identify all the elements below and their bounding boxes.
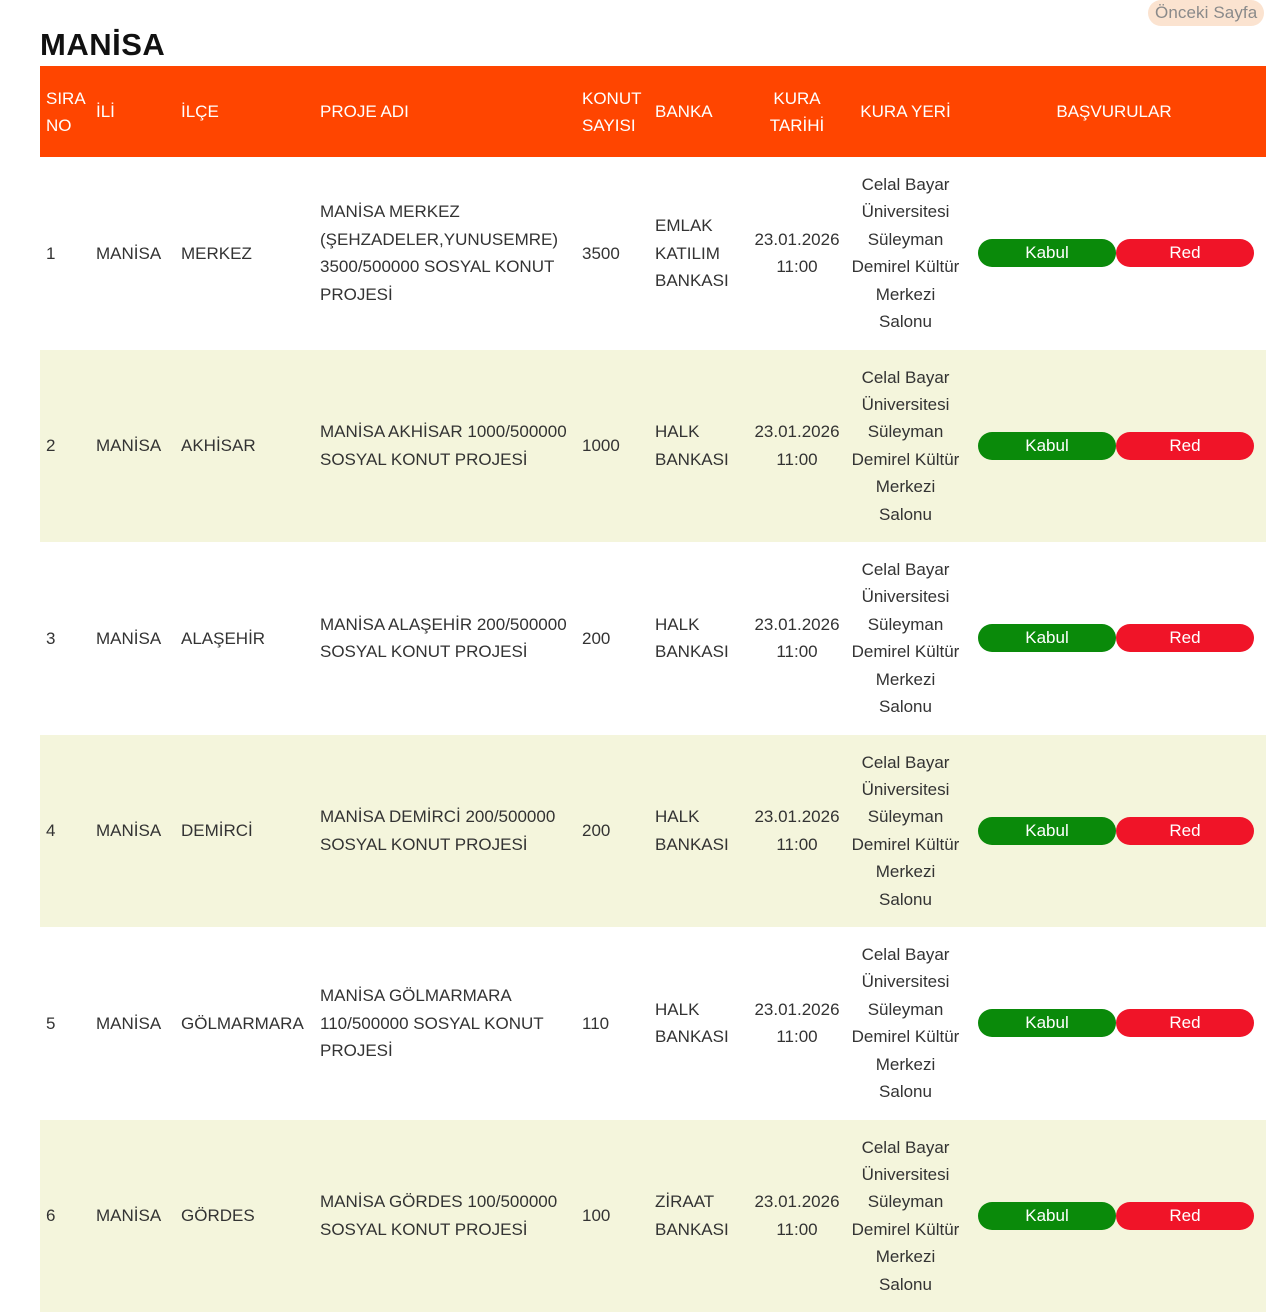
cell-kura-yeri: Celal Bayar Üniversitesi Süleyman Demirel Kültür Merkezi Salonu [851,560,960,717]
cell-banka: EMLAK KATILIM BANKASI [655,216,729,290]
cell-proje: MANİSA ALAŞEHİR 200/500000 SOSYAL KONUT PROJESİ [320,614,567,662]
cell-kura-yeri: Celal Bayar Üniversitesi Süleyman Demirel Kültür Merkezi Salonu [851,752,960,909]
cell-banka: HALK BANKASI [655,614,729,662]
kabul-button[interactable]: Kabul [978,1009,1116,1037]
cell-banka: HALK BANKASI [655,999,729,1047]
cell-ilce: AKHİSAR [181,436,256,455]
cell-konut: 200 [582,628,611,648]
red-button[interactable]: Red [1116,1009,1254,1037]
cell-il: MANİSA [96,1206,162,1225]
table-row [40,542,1266,735]
header-basvurular: BAŞVURULAR [1056,102,1172,121]
cell-proje: MANİSA GÖLMARMARA 110/500000 SOSYAL KONUT PROJESİ [320,986,544,1060]
cell-proje: MANİSA AKHİSAR 1000/500000 SOSYAL KONUT PROJESİ [320,422,567,469]
cell-tarih: 23.01.2026 11:00 [754,1192,840,1239]
header-konut-sayisi: KONUT SAYISI [582,88,642,135]
lottery-table [40,66,1266,1312]
cell-tarih: 23.01.2026 11:00 [754,229,840,277]
cell-ilce: MERKEZ [181,243,252,263]
page-title: MANİSA [40,27,166,62]
cell-basvurular [962,350,1266,543]
header-ilce: İLÇE [181,102,219,121]
kabul-button[interactable]: Kabul [978,432,1116,460]
cell-kura-yeri: Celal Bayar Üniversitesi Süleyman Demirel Kültür Merkezi Salonu [851,175,960,332]
cell-sira: 3 [46,628,56,648]
cell-sira: 2 [46,436,56,455]
red-button[interactable]: Red [1116,239,1254,267]
header-kura-tarihi: KURA TARİHİ [769,88,825,135]
kabul-button[interactable]: Kabul [978,1202,1116,1230]
cell-tarih: 23.01.2026 11:00 [754,614,840,662]
cell-tarih: 23.01.2026 11:00 [754,999,840,1047]
header-proje-adi: PROJE ADI [320,102,409,121]
cell-sira: 5 [46,1013,56,1033]
red-button[interactable]: Red [1116,624,1254,652]
table-header [40,66,1266,157]
cell-kura-yeri: Celal Bayar Üniversitesi Süleyman Demirel Kültür Merkezi Salonu [851,1137,960,1294]
table-row [40,157,1266,350]
table-row [40,350,1266,543]
cell-ilce: GÖLMARMARA [181,1013,304,1033]
cell-il: MANİSA [96,1013,162,1033]
cell-tarih: 23.01.2026 11:00 [754,807,840,854]
cell-proje: MANİSA GÖRDES 100/500000 SOSYAL KONUT PROJESİ [320,1192,558,1239]
cell-sira: 1 [46,243,56,263]
kabul-button[interactable]: Kabul [978,624,1116,652]
cell-basvurular [962,542,1266,735]
cell-basvurular [962,735,1266,928]
header-ili: İLİ [96,102,115,121]
cell-konut: 100 [582,1206,611,1225]
cell-banka: ZİRAAT BANKASI [655,1192,729,1239]
cell-banka: HALK BANKASI [655,422,729,469]
kabul-button[interactable]: Kabul [978,817,1116,845]
header-kura-yeri: KURA YERİ [860,102,951,121]
red-button[interactable]: Red [1116,1202,1254,1230]
cell-il: MANİSA [96,436,162,455]
cell-konut: 1000 [582,436,620,455]
table-body [40,157,1266,1312]
cell-konut: 110 [582,1013,610,1033]
red-button[interactable]: Red [1116,432,1254,460]
cell-kura-yeri: Celal Bayar Üniversitesi Süleyman Demirel Kültür Merkezi Salonu [851,945,960,1102]
cell-proje: MANİSA DEMİRCİ 200/500000 SOSYAL KONUT PROJESİ [320,807,556,854]
cell-ilce: ALAŞEHİR [181,628,266,648]
cell-konut: 3500 [582,243,620,263]
table-row [40,927,1266,1120]
table-row [40,1120,1266,1312]
cell-sira: 6 [46,1206,56,1225]
cell-il: MANİSA [96,243,162,263]
cell-tarih: 23.01.2026 11:00 [754,422,840,469]
cell-il: MANİSA [96,821,162,840]
cell-kura-yeri: Celal Bayar Üniversitesi Süleyman Demirel Kültür Merkezi Salonu [851,367,960,524]
cell-banka: HALK BANKASI [655,807,729,854]
previous-page-button[interactable]: Önceki Sayfa [1148,0,1264,26]
cell-konut: 200 [582,821,611,840]
header-banka: BANKA [655,102,713,121]
cell-basvurular [962,157,1266,350]
red-button[interactable]: Red [1116,817,1254,845]
cell-proje: MANİSA MERKEZ (ŞEHZADELER,YUNUSEMRE) 3500/500000 SOSYAL KONUT PROJESİ [320,202,559,304]
kabul-button[interactable]: Kabul [978,239,1116,267]
cell-sira: 4 [46,821,56,840]
cell-ilce: GÖRDES [181,1206,255,1225]
cell-il: MANİSA [96,628,162,648]
table-row [40,735,1266,928]
cell-basvurular [962,1120,1266,1312]
header-sira-no: SIRA NO [46,88,85,135]
cell-basvurular [962,927,1266,1120]
cell-ilce: DEMİRCİ [181,821,253,840]
